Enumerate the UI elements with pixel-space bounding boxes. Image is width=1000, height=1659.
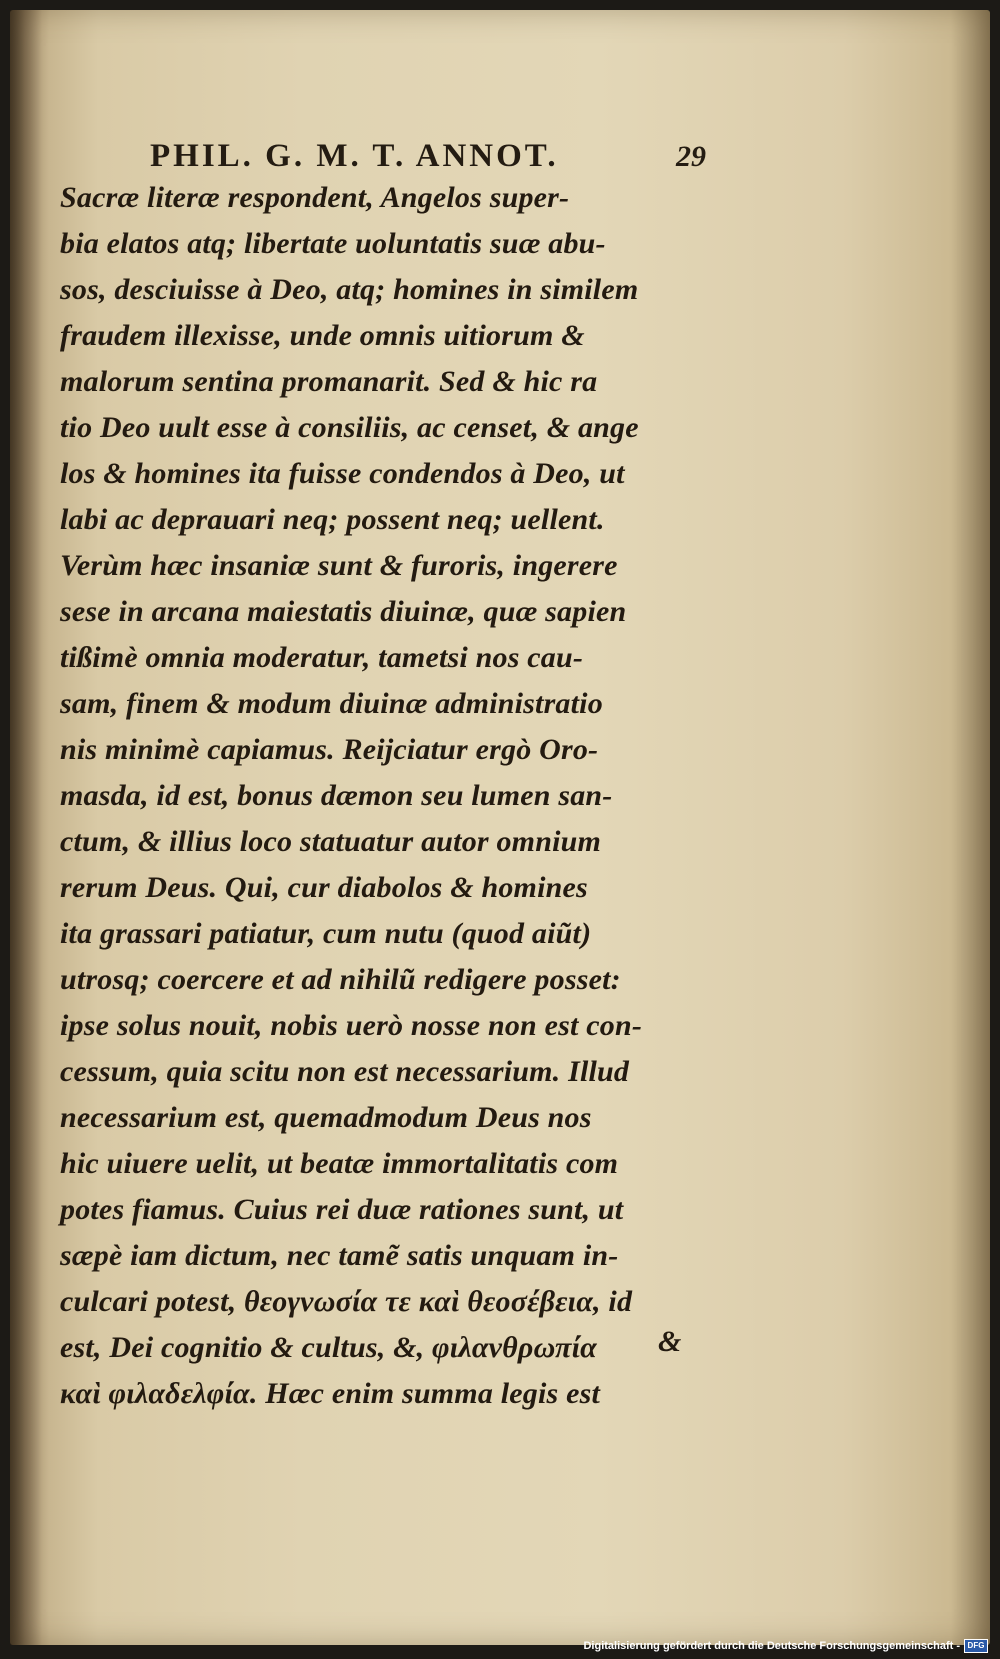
text-line: tißimè omnia moderatur, tametsi nos cau- [60, 641, 584, 674]
text-line: καὶ φιλαδελφία. Hæc enim summa legis est [60, 1377, 601, 1410]
text-line: ita grassari patiatur, cum nutu (quod aiũt) [60, 917, 592, 950]
text-line: sos, desciuisse à Deo, atq; homines in similem [60, 273, 639, 306]
text-line: sam, finem & modum diuinæ administratio [60, 687, 603, 720]
text-line: rerum Deus. Qui, cur diabolos & homines [60, 871, 588, 904]
text-line: fraudem illexisse, unde omnis uitiorum & [60, 319, 585, 352]
text-line: Verùm hæc insaniæ sunt & furoris, ingerere [60, 549, 618, 582]
text-line: masda, id est, bonus dæmon seu lumen san- [60, 779, 613, 812]
text-line: ipse solus nouit, nobis uerò nosse non est con- [60, 1009, 643, 1042]
credit-text: Digitalisierung gefördert durch die Deutsche Forschungsgemeinschaft - [583, 1640, 960, 1652]
text-line: potes fiamus. Cuius rei duæ rationes sunt, ut [60, 1193, 624, 1226]
text-line: nis minimè capiamus. Reijciatur ergò Oro- [60, 733, 599, 766]
text-line: necessarium est, quemadmodum Deus nos [60, 1101, 592, 1134]
funding-credit [583, 1639, 988, 1653]
body-text [60, 175, 720, 1417]
text-line: hic uiuere uelit, ut beatæ immortalitatis com [60, 1147, 619, 1180]
catchword: & [658, 1325, 682, 1358]
text-line: sese in arcana maiestatis diuinæ, quæ sapien [60, 595, 627, 628]
running-head: PHIL. G. M. T. ANNOT. [150, 138, 559, 174]
text-line: tio Deo uult esse à consiliis, ac censet, & ange [60, 411, 639, 444]
text-line: labi ac deprauari neq; possent neq; uellent. [60, 503, 605, 536]
text-line: sæpè iam dictum, nec tamẽ satis unquam in- [60, 1239, 619, 1272]
page-number: 29 [676, 140, 706, 173]
text-line: culcari potest, θεογνωσία τε καὶ θεοσέβεια, id [60, 1285, 633, 1318]
text-line: los & homines ita fuisse condendos à Deo, ut [60, 457, 625, 490]
book-page [10, 10, 990, 1645]
text-line: bia elatos atq; libertate uoluntatis suæ abu- [60, 227, 606, 260]
text-line: cessum, quia scitu non est necessarium. Illud [60, 1055, 630, 1088]
text-line: ctum, & illius loco statuatur autor omnium [60, 825, 602, 858]
text-line: Sacræ literæ respondent, Angelos super- [60, 181, 570, 214]
text-line: est, Dei cognitio & cultus, &, φιλανθρωπία [60, 1331, 597, 1364]
dfg-logo-icon[interactable]: DFG [964, 1639, 988, 1653]
text-line: utrosq; coercere et ad nihilũ redigere posset: [60, 963, 621, 996]
text-line: malorum sentina promanarit. Sed & hic ra [60, 365, 598, 398]
